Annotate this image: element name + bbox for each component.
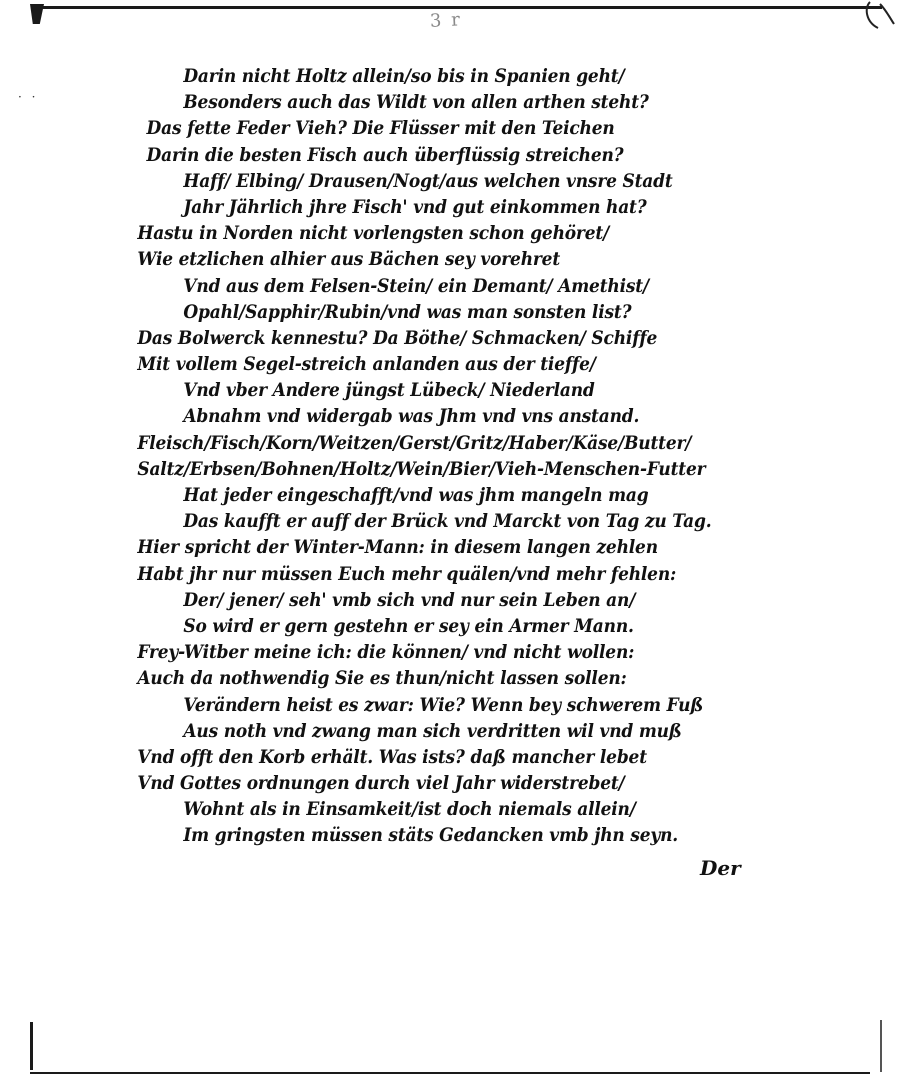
poem-line: Das Bolwerck kennestu? Da Böthe/ Schmacken/ Schiffe	[137, 327, 658, 349]
scan-top-mark	[30, 4, 44, 24]
page-number-mark: 3 r	[429, 9, 463, 32]
scan-right-edge	[880, 1020, 882, 1072]
scan-bottom-edge	[30, 1072, 870, 1074]
poem-line: Abnahm vnd widergab was Jhm vnd vns anstand.	[183, 406, 640, 428]
poem-line: Hat jeder eingeschafft/vnd was jhm mangeln mag	[183, 485, 649, 506]
poem-line: Jahr Jährlich jhre Fisch' vnd gut einkommen hat?	[183, 196, 647, 218]
page-corner-curl	[856, 0, 896, 40]
poem-line: Auch da nothwendig Sie es thun/nicht lassen sollen:	[137, 668, 627, 690]
poem-line: Fleisch/Fisch/Korn/Weitzen/Gerst/Gritz/Haber/Käse/Butter/	[137, 432, 692, 454]
poem-line: Mit vollem Segel-streich anlanden aus der tieffe/	[137, 354, 596, 376]
poem-line: Hastu in Norden nicht vorlengsten schon gehöret/	[137, 223, 610, 245]
poem-line: Verändern heist es zwar: Wie? Wenn bey schwerem Fuß	[183, 694, 704, 716]
poem-line: Vnd Gottes ordnungen durch viel Jahr widerstrebet/	[137, 773, 625, 795]
poem-line: Das fette Feder Vieh? Die Flüsser mit den Teichen	[146, 118, 615, 140]
poem-text-block	[130, 64, 750, 850]
poem-line: Wohnt als in Einsamkeit/ist doch niemals allein/	[183, 799, 636, 821]
poem-line: Das kaufft er auff der Brück vnd Marckt von Tag zu Tag.	[183, 511, 712, 533]
poem-line: Besonders auch das Wildt von allen arthen steht?	[183, 92, 649, 114]
poem-line: Hier spricht der Winter-Mann: in diesem langen zehlen	[137, 537, 658, 559]
poem-line: Vnd offt den Korb erhält. Was ists? daß mancher lebet	[137, 746, 647, 768]
poem-line: So wird er gern gestehn er sey ein Armer Mann.	[183, 615, 634, 637]
scan-left-edge	[30, 1022, 33, 1070]
poem-line: Haff/ Elbing/ Drausen/Nogt/aus welchen vnsre Stadt	[183, 170, 673, 192]
scan-speck: · ·	[18, 90, 39, 104]
poem-line: Darin nicht Holtz allein/so bis in Spanien geht/	[183, 66, 625, 87]
poem-line: Wie etzlichen alhier aus Bächen sey vorehret	[137, 249, 560, 271]
poem-line: Vnd vber Andere jüngst Lübeck/ Niederland	[183, 380, 595, 402]
poem-line: Habt jhr nur müssen Euch mehr quälen/vnd mehr fehlen:	[137, 563, 677, 585]
poem-line: Saltz/Erbsen/Bohnen/Holtz/Wein/Bier/Vieh-Menschen-Futter	[137, 458, 706, 480]
poem-line: Darin die besten Fisch auch überflüssig streichen?	[146, 144, 624, 166]
poem-line: Der/ jener/ seh' vmb sich vnd nur sein Leben an/	[183, 589, 636, 611]
poem-line: Frey-Witber meine ich: die können/ vnd nicht wollen:	[137, 642, 635, 664]
poem-line: Opahl/Sapphir/Rubin/vnd was man sonsten list?	[183, 301, 632, 323]
poem-line: Im gringsten müssen stäts Gedancken vmb jhn seyn.	[183, 825, 679, 847]
catchword: Der	[700, 856, 741, 880]
poem-line: Vnd aus dem Felsen-Stein/ ein Demant/ Amethist/	[183, 275, 649, 297]
poem-line: Aus noth vnd zwang man sich verdritten wil vnd muß	[183, 720, 682, 742]
